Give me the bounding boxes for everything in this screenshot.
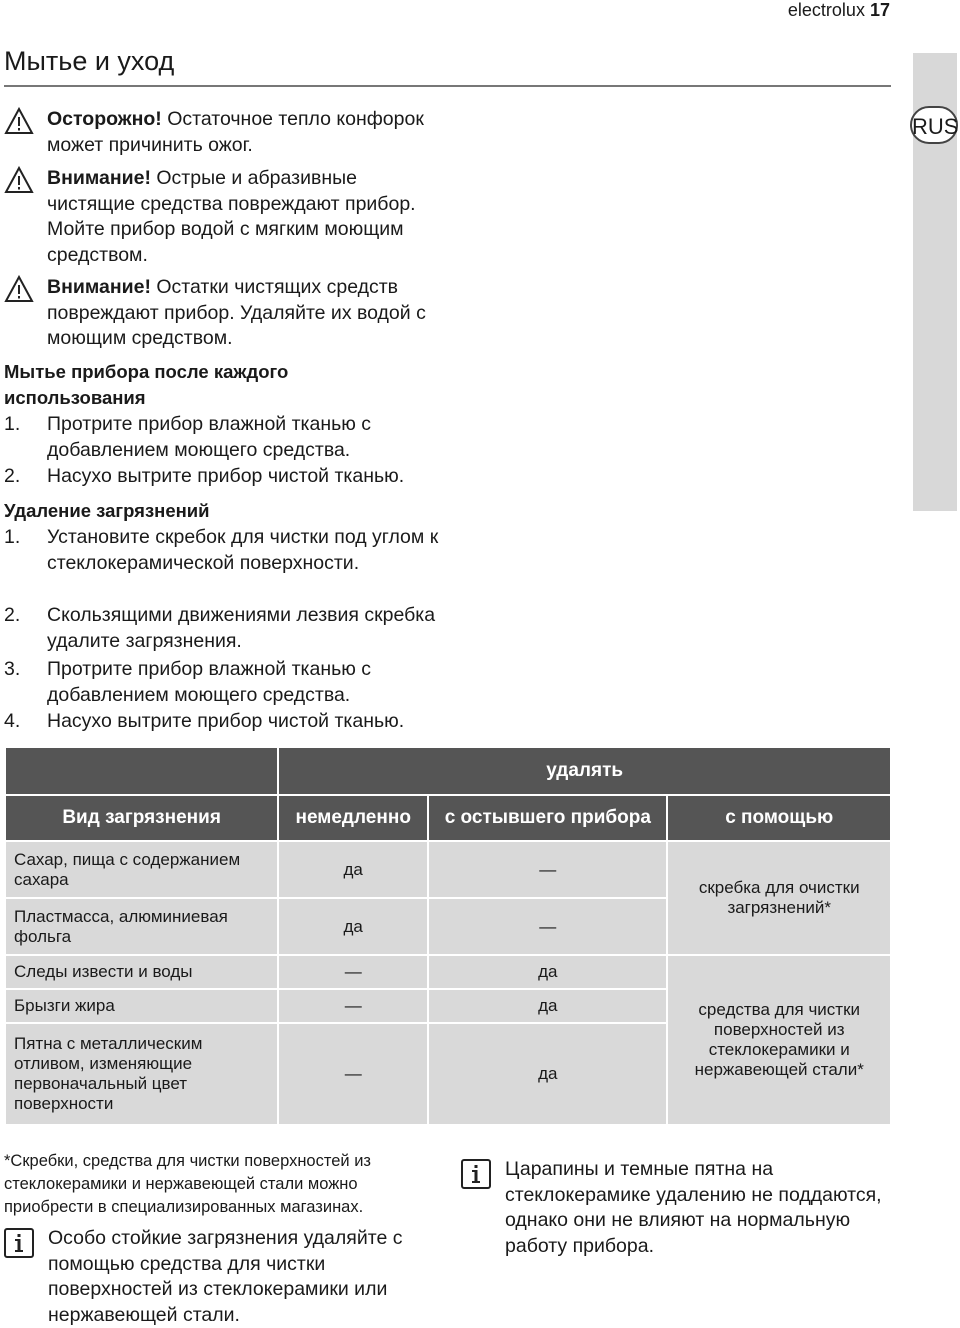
group-header: удалять	[279, 748, 890, 794]
step-number: 1.	[4, 526, 21, 548]
warning-text: Острые и абразивные чистящие средства повреждают прибор. Мойте прибор водой с мягким моющим средством.	[47, 167, 416, 266]
soil-type-cell: Пятна с металлическим отливом, изменяющие первоначальный цвет поверхности	[6, 1024, 277, 1124]
warning-label: Осторожно!	[47, 108, 162, 130]
immediately-cell: —	[279, 990, 427, 1022]
footnote: *Скребки, средства для чистки поверхностей из стеклокерамики и нержавеющей стали можно приобрести в специализированных магазинах.	[4, 1152, 371, 1216]
soil-type-cell: Сахар, пища с содержанием сахара	[6, 842, 277, 897]
cooled-cell: да	[429, 990, 666, 1022]
list-item	[4, 525, 444, 576]
title-rule	[4, 85, 891, 87]
warning-icon	[4, 166, 34, 194]
warning-3	[4, 275, 444, 352]
warning-1	[4, 107, 444, 158]
list-item	[4, 412, 444, 463]
cooled-cell: да	[429, 1024, 666, 1124]
step-text: Протрите прибор влажной тканью с добавлением моющего средства.	[47, 658, 372, 706]
page-number: 17	[869, 0, 890, 20]
column-header: Вид загрязнения	[6, 796, 277, 840]
immediately-cell: да	[279, 899, 427, 954]
info-note-right	[461, 1157, 891, 1259]
list-item	[4, 709, 444, 735]
language-badge: RUS	[910, 106, 958, 144]
warning-label: Внимание!	[47, 276, 151, 298]
cooled-cell: —	[429, 842, 666, 897]
table-corner	[6, 748, 277, 794]
soil-type-cell: Пластмасса, алюминиевая фольга	[6, 899, 277, 954]
warning-text: Остатки чистящих средств повреждают прибор. Удаляйте их водой с моющим средством.	[47, 276, 426, 349]
column-header: с остывшего прибора	[429, 796, 666, 840]
step-number: 3.	[4, 658, 21, 680]
step-number: 2.	[4, 465, 21, 487]
column-header: с помощью	[668, 796, 890, 840]
table-row	[6, 956, 890, 988]
cooled-cell: да	[429, 956, 666, 988]
list-item	[4, 464, 444, 490]
table-row	[6, 842, 890, 897]
immediately-cell: да	[279, 842, 427, 897]
cooled-cell: —	[429, 899, 666, 954]
warning-label: Внимание!	[47, 167, 151, 189]
info-icon	[4, 1228, 34, 1258]
immediately-cell: —	[279, 956, 427, 988]
info-text: Царапины и темные пятна на стеклокерамике удалению не поддаются, однако они не влияют на нормальную работу прибора.	[505, 1158, 882, 1257]
page-header	[788, 0, 890, 21]
info-text: Особо стойкие загрязнения удаляйте с помощью средства для чистки поверхностей из стеклокерамики или нержавеющей стали.	[48, 1227, 403, 1326]
step-text: Насухо вытрите прибор чистой тканью.	[47, 710, 405, 732]
info-note-left	[4, 1226, 444, 1328]
warning-2	[4, 166, 444, 268]
step-text: Скользящими движениями лезвия скребка удалите загрязнения.	[47, 604, 436, 652]
column-header: немедленно	[279, 796, 427, 840]
step-text: Насухо вытрите прибор чистой тканью.	[47, 465, 405, 487]
step-number: 1.	[4, 413, 21, 435]
cleaning-table	[4, 746, 892, 1126]
step-number: 4.	[4, 710, 21, 732]
step-text: Протрите прибор влажной тканью с добавлением моющего средства.	[47, 413, 372, 461]
brand-name: electrolux	[787, 0, 865, 20]
warning-text: Остаточное тепло конфорок может причинить ожог.	[47, 108, 424, 156]
section-heading: Удаление загрязнений	[4, 500, 210, 521]
warning-icon	[4, 275, 34, 303]
warning-icon	[4, 107, 34, 135]
soil-type-cell: Брызги жира	[6, 990, 277, 1022]
step-number: 2.	[4, 604, 21, 626]
page-title: Мытье и уход	[4, 46, 175, 76]
list-item	[4, 657, 444, 708]
soil-type-cell: Следы извести и воды	[6, 956, 277, 988]
section-heading: Мытье прибора после каждого использования	[4, 361, 289, 408]
tool-cell: средства для чистки поверхностей из стеклокерамики и нержавеющей стали*	[668, 956, 890, 1124]
tool-cell: скребка для очистки загрязнений*	[668, 842, 890, 954]
table-header-row	[6, 796, 890, 840]
list-item	[4, 603, 444, 654]
step-text: Установите скребок для чистки под углом к стеклокерамической поверхности.	[47, 526, 439, 574]
info-icon	[461, 1159, 491, 1189]
immediately-cell: —	[279, 1024, 427, 1124]
